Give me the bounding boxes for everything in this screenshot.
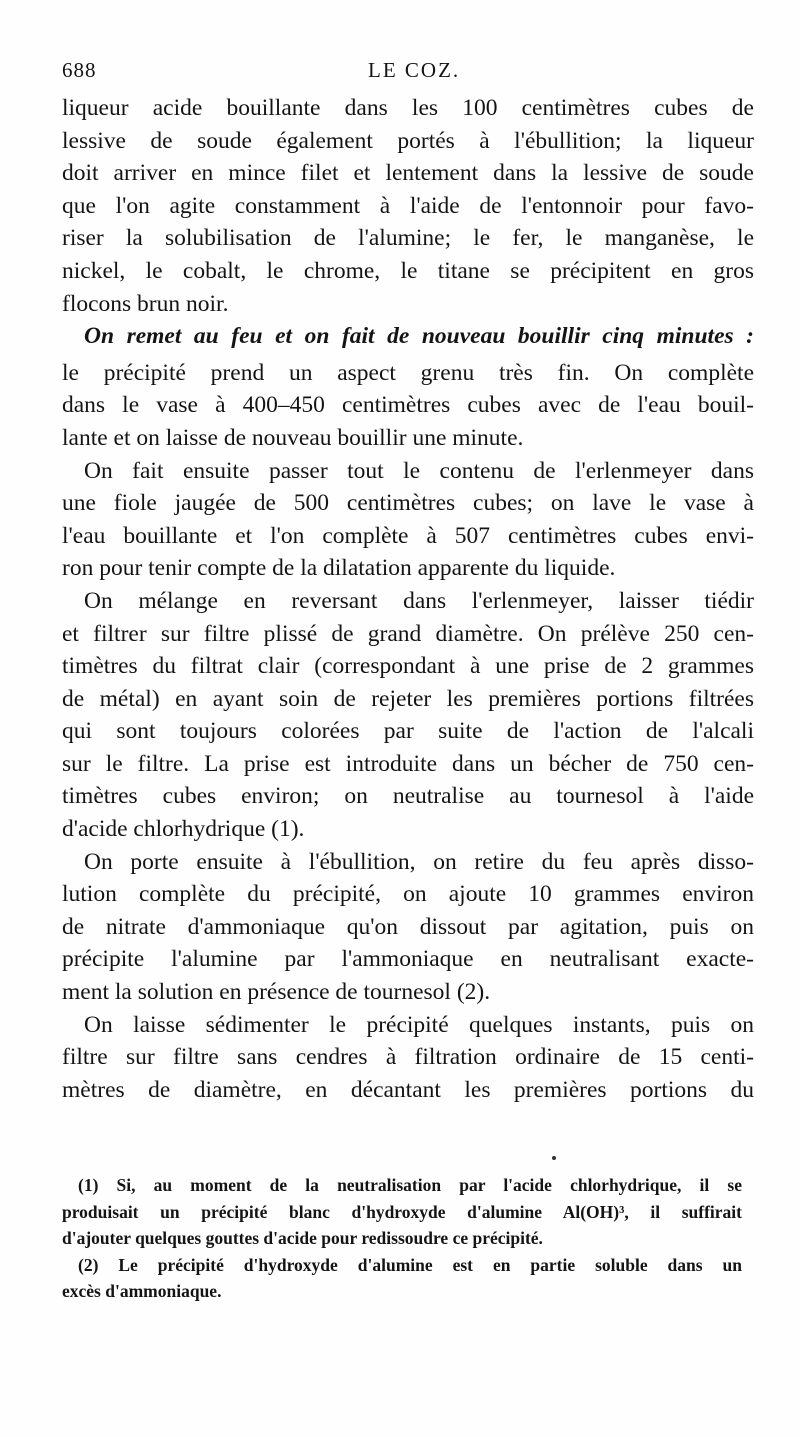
text-line: une fiole jaugée de 500 centimètres cubes; on lave le vase à xyxy=(62,490,754,517)
text-line: lessive de soude également portés à l'ébullition; la liqueur xyxy=(62,127,754,154)
text-line: timètres cubes environ; on neutralise au tournesol à l'aide xyxy=(62,783,754,810)
text-line: précipite l'alumine par l'ammoniaque en neutralisant exacte- xyxy=(62,946,754,973)
body-text xyxy=(62,92,754,1106)
running-title: LE COZ. xyxy=(368,58,461,82)
text-line: flocons brun noir. xyxy=(62,290,229,317)
text-line: sur le filtre. La prise est introduite dans un bécher de 750 cen- xyxy=(62,750,754,777)
text-line: On mélange en reversant dans l'erlenmeyer, laisser tiédir xyxy=(84,587,754,614)
printer-dot xyxy=(552,1156,556,1160)
footnote-line: (2) Le précipité d'hydroxyde d'alumine est en partie soluble dans un xyxy=(78,1254,742,1275)
footnote-line: produisait un précipité blanc d'hydroxyde d'alumine Al(OH)³, il suffirait xyxy=(62,1201,742,1222)
text-line: le précipité prend un aspect grenu très fin. On complète xyxy=(62,359,754,386)
text-line: mètres de diamètre, en décantant les premières portions du xyxy=(62,1076,754,1103)
text-line: On laisse sédimenter le précipité quelques instants, puis on xyxy=(84,1011,754,1038)
text-line: filtre sur filtre sans cendres à filtration ordinaire de 15 centi- xyxy=(62,1044,754,1071)
text-line: dans le vase à 400–450 centimètres cubes avec de l'eau bouil- xyxy=(62,392,754,419)
text-line: et filtrer sur filtre plissé de grand diamètre. On prélève 250 cen- xyxy=(62,620,754,647)
text-line: timètres du filtrat clair (correspondant à une prise de 2 grammes xyxy=(62,653,754,680)
footnote-line: d'ajouter quelques gouttes d'acide pour redissoudre ce précipité. xyxy=(62,1228,543,1248)
running-head xyxy=(62,58,738,86)
text-line: nickel, le cobalt, le chrome, le titane se précipitent en gros xyxy=(62,257,754,284)
text-line: ment la solution en présence de tournesol (2). xyxy=(62,979,491,1006)
page-number: 688 xyxy=(62,58,97,82)
footnote-line: (1) Si, au moment de la neutralisation par l'acide chlorhydrique, il se xyxy=(78,1175,742,1195)
text-line: de nitrate d'ammoniaque qu'on dissout par agitation, puis on xyxy=(62,913,754,940)
footnote-line: excès d'ammoniaque. xyxy=(62,1281,222,1301)
text-line: liqueur acide bouillante dans les 100 centimètres cubes de xyxy=(62,95,754,121)
text-line: de métal) en ayant soin de rejeter les premières portions filtrées xyxy=(62,685,754,712)
text-line: d'acide chlorhydrique (1). xyxy=(62,816,305,843)
text-line: l'eau bouillante et l'on complète à 507 centimètres cubes envi- xyxy=(62,522,754,549)
text-line: doit arriver en mince filet et lentement dans la lessive de soude xyxy=(62,160,754,187)
text-line: lante et on laisse de nouveau bouillir une minute. xyxy=(62,424,524,451)
italic-heading-line: On remet au feu et on fait de nouveau bouillir cinq minutes : xyxy=(84,323,754,350)
text-line: lution complète du précipité, on ajoute 10 grammes environ xyxy=(62,881,754,908)
text-line: riser la solubilisation de l'alumine; le fer, le manganèse, le xyxy=(62,225,754,252)
footnotes xyxy=(62,1172,742,1305)
text-line: qui sont toujours colorées par suite de l'action de l'alcali xyxy=(62,718,754,745)
text-line: ron pour tenir compte de la dilatation apparente du liquide. xyxy=(62,555,616,582)
text-line: On porte ensuite à l'ébullition, on retire du feu après disso- xyxy=(84,848,754,875)
text-line: On fait ensuite passer tout le contenu de l'erlenmeyer dans xyxy=(84,457,754,484)
text-line: que l'on agite constamment à l'aide de l'entonnoir pour favo- xyxy=(62,192,754,219)
